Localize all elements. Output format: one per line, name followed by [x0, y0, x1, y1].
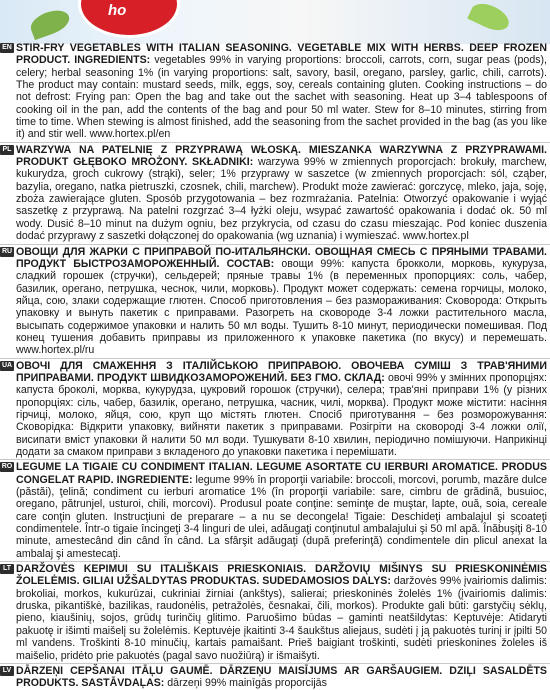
section-en: [0, 42, 550, 141]
leaf-decoration: [27, 6, 72, 40]
language-badge: RO: [1, 463, 13, 471]
language-badge: LT: [0, 564, 14, 574]
brand-logo: [78, 0, 180, 38]
section-divider: [0, 142, 550, 143]
brand-logo-text: ho: [108, 2, 127, 19]
package-top-artwork: [0, 0, 550, 44]
section-divider: [0, 663, 550, 664]
section-text: [16, 144, 550, 243]
section-heading: DĀRZEŅI CEPŠANAI ITĀĻU GAUMĒ. DĀRZEŅU MAISĪJUMS AR GARŠAUGIEM. DZIĻI SASALDĒTS PRODUKTS. SASTĀVDAĻAS:: [16, 664, 547, 690]
language-badge: EN: [0, 43, 14, 53]
section-body: daržovės 99% įvairiomis dalimis: brokoliai, morkos, kukurūzai, cukriniai žirniai (ankštys), salierai; prieskoninės žolelės 1% (įvairiomis dalimis: druska, pikantiškė, bazilikas, raudonėlis, petražolės, česnakai, čili, morkos). Produkte gali būti: garstyčių sėklų, pieno, kiaušinių, sojos, grūdų turinčių glitimo. Paruošimo būdas – gaminti neatšildytas: Keptuvėje: Atidaryti pakuotę ir išimti maišelį su žolelėmis. Keptuvėje įkaitinti 3-4 šaukštus aliejaus, sudėti į ją pakuotės turinį ir įpilti 50 ml vandens. Troškinti 8-10 minučių, kartais pamaišant. Prieš baigiant troškinti, sudėti prieskonines žoleles iš maišelio, pridėto prie pakuotės (pagal savo nuožiūrą) ir išmaišyti.: [16, 575, 547, 662]
section-divider: [0, 459, 550, 460]
section-heading: STIR-FRY VEGETABLES WITH ITALIAN SEASONING. VEGETABLE MIX WITH HERBS. DEEP FROZEN PRODUCT. INGREDIENTS:: [16, 42, 547, 67]
section-heading: WARZYWA NA PATELNIĘ Z PRZYPRAWĄ WŁOSKĄ. MIESZANKA WARZYWNA Z PRZYPRAWAMI. PRODUKT GŁĘBOKO MROŻONY. SKŁADNIKI:: [16, 143, 547, 169]
section-lv: [0, 665, 550, 690]
language-badge: LV: [0, 666, 14, 676]
section-body: warzywa 99% w zmiennych proporcjach: brokuły, marchew, kukurydza, groch cukrowy (strąki), seler; 1% przyprawy w saszetce (w zmiennych proporcjach: sól, cząber, bazylia, oregano, natka pietruszki, czosnek, chili, marchew). Produkt może zawierać: gorczycę, mleko, jaja, soję, zboża zawierające gluten. Sposób przygotowania – bez rozmrażania. Patelnia: Otworzyć opakowanie i wyjąć saszetkę z przyprawą. Na patelni rozgrzać 3–4 łyżki oleju, wsypać zawartość opakowania i dodać ok. 50 ml wody. Dusić 8–10 minut na dużym ogniu, bez przykrycia, od czasu do czasu mieszając. Pod koniec duszenia dodać przyprawy z saszetki dołączonej do opakowania (wg uznania) i wymieszać. www.hortex.pl: [16, 156, 547, 243]
section-text: [16, 665, 550, 690]
section-ro: [0, 461, 550, 560]
section-text: [16, 563, 550, 662]
section-text: [16, 461, 550, 560]
section-heading: ОВОЧІ ДЛЯ СМАЖЕННЯ З ІТАЛІЙСЬКОЮ ПРИПРАВОЮ. ОВОЧЕВА СУМІШ З ТРАВ'ЯНИМИ ПРИПРАВАМИ. ПРОДУКТ ШВИДКОЗАМОРОЖЕНИЙ. БЕЗ ГМО. СКЛАД:: [16, 359, 547, 384]
section-body: овочі 99% у змінних пропорціях: капуста броколі, морква, кукурудза, цукровий горошок (стручки), селера; трав'яні приправи 1% (у різних пропорціях: сіль, чабер, базилік, орегано, петрушка, часник, чилі, морква). Продукт може містити: насіння гірчиці, молоко, яйця, сою, круп що містять глютен. Спосіб приготування – без розморожування: Сковорідка: Відкрити упаковку, вийняти пакетик з приправами. Розігріти на сковороді 3-4 ложки олії, висипати вміст упаковки й налити 50 мл води. Тушкувати 8-10 хвилин, періодично помішуючи. Наприкінці додати за смаком приправи з вкладеного до упаковки пакетика і перемішати.: [16, 371, 547, 458]
section-body: legume 99% în proporţii variabile: broccoli, morcovi, porumb, mazăre dulce (păstăi), ţelină; condiment cu ierburi aromatice 1% (în proporţii variabile: sare, cimbru de grădină, busuioc, oregano, pătrunjel, usturoi, chili, morcovi). Produsul poate conţine: seminţe de muştar, lapte, ouă, soia, cereale care conţin gluten. Instrucţiuni de preparare – a nu se decongela! Tigaie: Deschideţi ambalajul şi scoateţi condimentele. Într-o tigaie încingeţi 3-4 linguri de ulei, adăugaţi conţinutul ambalajului şi 50 ml apă. Înăbuşiţi 8-10 minute, amestecând din când în când. La sfârşit adăugaţi (după preferinţă) condimentele din plicul anexat la ambalaj şi amestecaţi.: [16, 473, 547, 560]
section-ua: [0, 360, 550, 459]
section-heading: LEGUME LA TIGAIE CU CONDIMENT ITALIAN. LEGUME ASORTATE CU IERBURI AROMATICE. PRODUS CONGELAT RAPID. INGREDIENTE:: [16, 461, 547, 486]
section-ru: [0, 246, 550, 357]
section-text: [16, 42, 550, 141]
section-lt: [0, 563, 550, 662]
language-badge: UA: [1, 361, 13, 369]
section-body: овощи 99%: капуста брокколи, морковь, кукуруза, сладкий горошек (стручки), сельдерей; пряные травы 1% (в переменных пропорциях: соль, чабер, базилик, орегано, петрушка, чеснок, чили, морковь). Продукт может содержать: семена горчицы, молоко, яйца, сою, злаки содержащие глютен. Способ приготовления – без размораживания: Сковорода: Открыть упаковку и вынуть пакетик с приправами. Разогреть на сковороде 3-4 ложки растительного масла, высыпать содержимое упаковки и налить 50 мл воды. Тушить 8-10 минут, периодически помешивая. Под конец тушения добавить приправы из приложенного к упаковке пакетика (по вкусу) и перемешать. www.hortex.pl/ru: [16, 257, 547, 357]
section-text: [16, 360, 550, 459]
section-text: [16, 246, 550, 357]
section-body: vegetables 99% in varying proportions: broccoli, carrots, corn, sugar peas (pods), celery; herbal seasoning 1% (in varying proportions: salt, savory, basil, oregano, parsley, garlic, chili, carrots). The product may contain: mustard seeds, milk, eggs, soy, cereals containing gluten. Cooking instructions – do not defrost: Frying pan: Open the bag and take out the sachet with seasoning. Heat up 3–4 tablespoons of cooking oil in the pan, add the contents of the bag and pour 50 ml water. Stew for 8–10 minutes, stirring from time to time. When stewing is almost finished, add the seasoning from the sachet provided in the bag (as you like it) and stir well. www.hortex.pl/en: [16, 54, 547, 141]
leaf-decoration: [467, 0, 513, 35]
section-divider: [0, 244, 550, 245]
section-divider: [0, 561, 550, 562]
language-badge: RU: [1, 247, 13, 255]
section-divider: [0, 358, 550, 359]
section-heading: ОВОЩИ ДЛЯ ЖАРКИ С ПРИПРАВОЙ ПО-ИТАЛЬЯНСКИ. ОВОЩНАЯ СМЕСЬ С ПРЯНЫМИ ТРАВАМИ. ПРОДУКТ БЫСТРОЗАМОРОЖЕННЫЙ. СОСТАВ:: [16, 245, 547, 270]
section-body: dārzeņi 99% mainīgās proporcijās: [167, 677, 327, 690]
section-heading: DARŽOVĖS KEPIMUI SU ITALIŠKAIS PRIESKONIAIS. DARŽOVIŲ MIŠINYS SU PRIESKONINĖMIS ŽOLELĖMIS. GILIAI UŽŠALDYTAS PRODUKTAS. SUDEDAMOSIOS DALYS:: [16, 563, 547, 588]
section-pl: [0, 144, 550, 243]
ingredients-label: [0, 42, 550, 690]
language-badge: PL: [0, 145, 14, 155]
